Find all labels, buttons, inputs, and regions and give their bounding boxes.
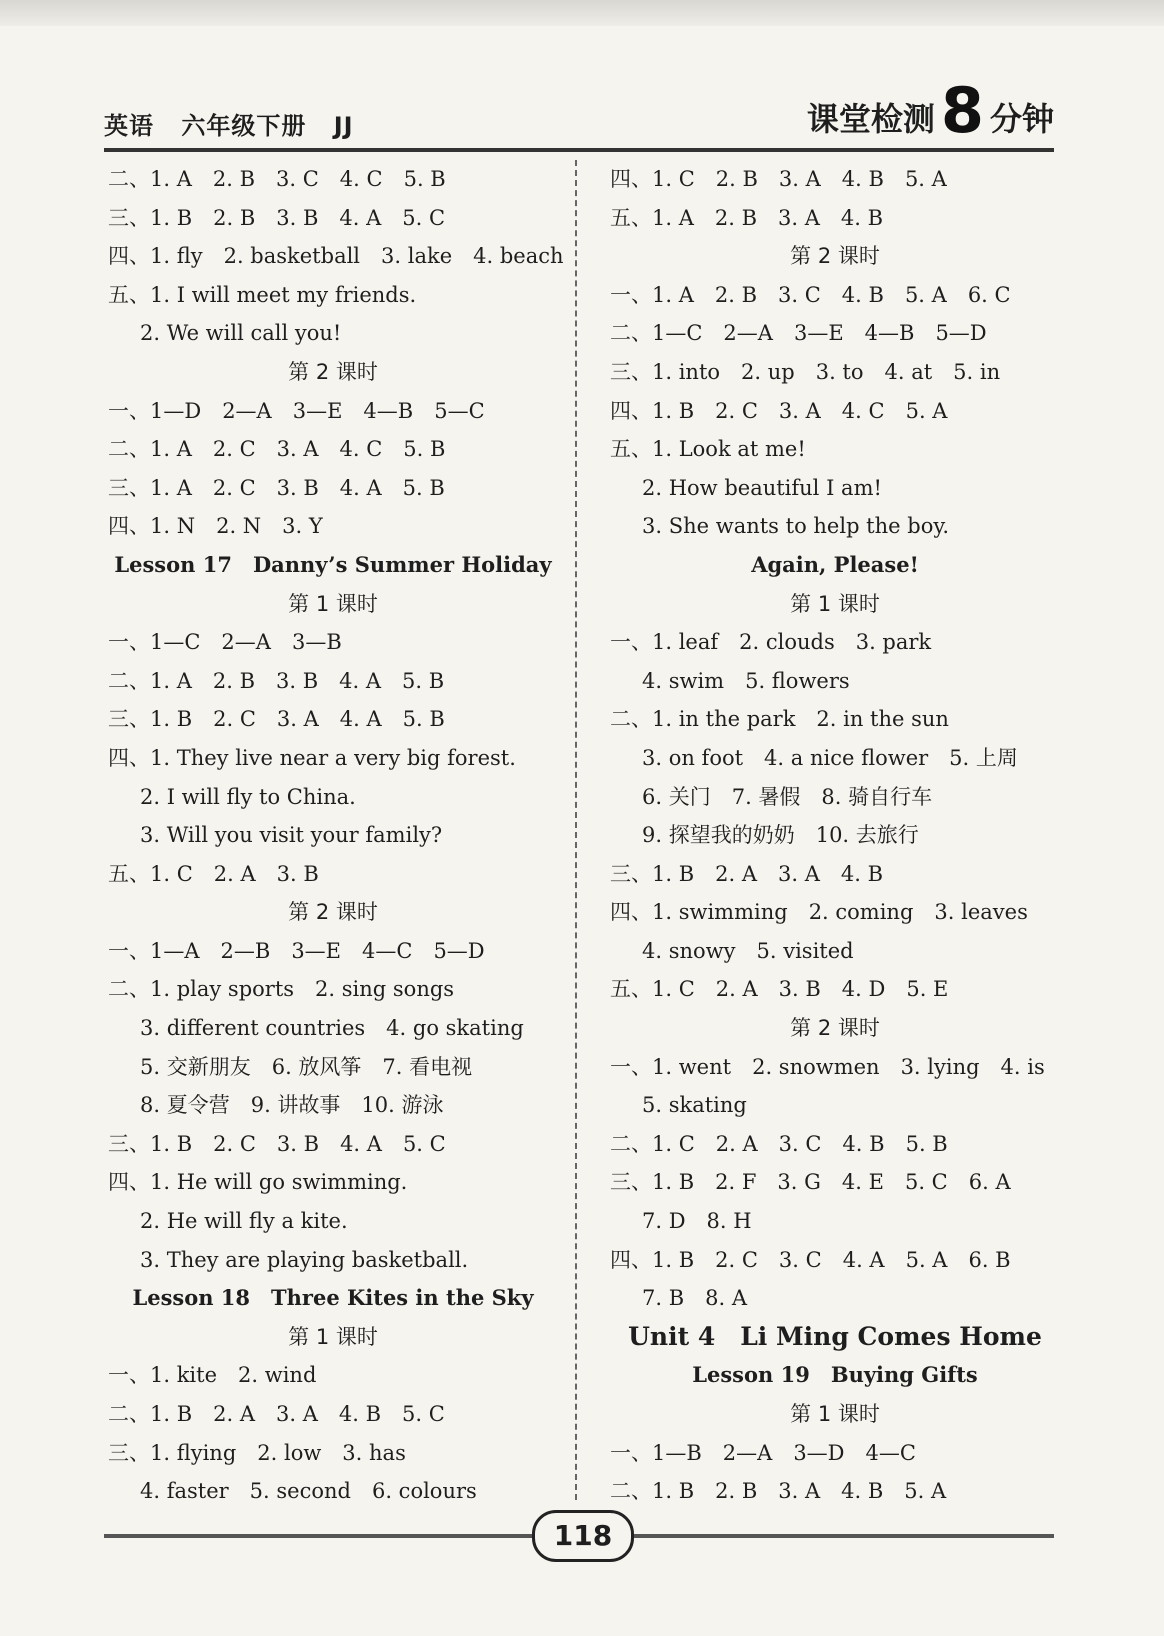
answer-line: 三、1. B 2. C 3. A 4. A 5. B — [108, 707, 445, 732]
answer-line: 三、1. B 2. F 3. G 4. E 5. C 6. A — [610, 1170, 1011, 1195]
answer-line: 一、1—A 2—B 3—E 4—C 5—D — [108, 938, 485, 963]
answer-line: Lesson 17 Danny’s Summer Holiday — [114, 551, 552, 577]
answer-line: 2. How beautiful I am! — [642, 475, 882, 500]
column-divider — [575, 160, 577, 1500]
answer-line: 2. He will fly a kite. — [140, 1209, 348, 1234]
answer-line: 三、1. A 2. C 3. B 4. A 5. B — [108, 475, 445, 500]
answer-line: 二、1. B 2. B 3. A 4. B 5. A — [610, 1479, 947, 1504]
answer-line: 3. Will you visit your family? — [140, 823, 443, 848]
brand-number: 8 — [940, 74, 984, 147]
answer-line: 一、1. went 2. snowmen 3. lying 4. is — [610, 1054, 1045, 1079]
answer-line: 二、1. A 2. B 3. B 4. A 5. B — [108, 668, 445, 693]
answer-line: 二、1. A 2. B 3. C 4. C 5. B — [108, 167, 446, 191]
answer-line: 四、1. He will go swimming. — [108, 1170, 408, 1195]
answer-line: 四、1. B 2. C 3. C 4. A 5. A 6. B — [610, 1247, 1011, 1272]
answer-line: 第 1 课时 — [790, 591, 880, 616]
answer-line: 第 2 课时 — [288, 359, 378, 384]
right-column — [610, 160, 1060, 1511]
answer-line: 三、1. B 2. C 3. B 4. A 5. C — [108, 1131, 446, 1156]
answer-line: 四、1. fly 2. basketball 3. lake 4. beach — [108, 244, 564, 269]
answer-line: 3. on foot 4. a nice flower 5. 上周 — [642, 745, 1018, 770]
answer-line: 7. B 8. A — [642, 1286, 748, 1311]
answer-line: 第 2 课时 — [790, 244, 880, 269]
answer-line: 5. skating — [642, 1093, 747, 1118]
brand-text-pre: 课堂检测 — [806, 100, 935, 138]
answer-line: 第 1 课时 — [790, 1402, 880, 1426]
answer-line: 四、1. N 2. N 3. Y — [108, 514, 323, 539]
answer-line: Lesson 19 Buying Gifts — [692, 1362, 978, 1388]
answer-line: 一、1. leaf 2. clouds 3. park — [610, 630, 932, 655]
answer-line: 五、1. Look at me! — [610, 437, 806, 462]
answer-line: 五、1. A 2. B 3. A 4. B — [610, 205, 884, 230]
answer-line: Lesson 18 Three Kites in the Sky — [132, 1285, 534, 1311]
subject-label: 英语 — [104, 112, 154, 140]
answer-line: 三、1. into 2. up 3. to 4. at 5. in — [610, 359, 1001, 384]
answer-line: 二、1. C 2. A 3. C 4. B 5. B — [610, 1131, 948, 1156]
scan-top-band — [0, 0, 1164, 26]
answer-line: 一、1—B 2—A 3—D 4—C — [610, 1440, 916, 1465]
left-column — [108, 160, 564, 1511]
answer-line: 三、1. B 2. B 3. B 4. A 5. C — [108, 205, 446, 230]
answer-line: 一、1. kite 2. wind — [108, 1363, 317, 1388]
grade-label: 六年级下册 — [181, 112, 307, 140]
answer-line: 3. She wants to help the boy. — [642, 514, 950, 539]
answer-line: 5. 交新朋友 6. 放风筝 7. 看电视 — [140, 1054, 473, 1079]
answer-line: 四、1. C 2. B 3. A 4. B 5. A — [610, 167, 947, 191]
answer-line: 二、1. A 2. C 3. A 4. C 5. B — [108, 437, 446, 462]
answer-line: 8. 夏令营 9. 讲故事 10. 游泳 — [140, 1093, 444, 1118]
answer-line: 第 2 课时 — [790, 1016, 880, 1041]
answer-line: 一、1—D 2—A 3—E 4—B 5—C — [108, 398, 485, 423]
answer-line: 第 1 课时 — [288, 591, 378, 616]
answer-line: 三、1. B 2. A 3. A 4. B — [610, 861, 884, 886]
edition-label: JJ — [333, 112, 354, 140]
answer-line: 3. different countries 4. go skating — [140, 1016, 524, 1041]
answer-line: Unit 4 Li Ming Comes Home — [628, 1321, 1042, 1351]
answer-line: 四、1. They live near a very big forest. — [108, 745, 516, 770]
answer-line: 9. 探望我的奶奶 10. 去旅行 — [642, 823, 919, 848]
answer-line: 3. They are playing basketball. — [140, 1247, 469, 1272]
answer-line: 二、1. play sports 2. sing songs — [108, 977, 455, 1002]
answer-line: 2. We will call you! — [140, 321, 342, 346]
page-header — [104, 74, 1054, 150]
answer-line: 五、1. C 2. A 3. B 4. D 5. E — [610, 977, 949, 1002]
answer-line: Again, Please! — [751, 551, 919, 577]
book-info — [104, 106, 372, 141]
page-number: 118 — [532, 1510, 634, 1562]
answer-line: 一、1—C 2—A 3—B — [108, 630, 342, 655]
header-rule — [104, 148, 1054, 152]
answer-line: 4. swim 5. flowers — [642, 668, 850, 693]
answer-line: 三、1. flying 2. low 3. has — [108, 1440, 406, 1465]
answer-line: 四、1. swimming 2. coming 3. leaves — [610, 900, 1028, 925]
answer-line: 二、1. B 2. A 3. A 4. B 5. C — [108, 1402, 445, 1426]
answer-line: 4. snowy 5. visited — [642, 938, 854, 963]
answer-line: 第 2 课时 — [288, 900, 378, 925]
answer-line: 第 1 课时 — [288, 1324, 378, 1349]
answer-line: 6. 关门 7. 暑假 8. 骑自行车 — [642, 784, 933, 809]
brand-logo — [806, 74, 1054, 147]
brand-text-post: 分钟 — [989, 100, 1054, 138]
answer-line: 五、1. I will meet my friends. — [108, 282, 417, 307]
answer-line: 7. D 8. H — [642, 1209, 752, 1234]
answer-line: 4. faster 5. second 6. colours — [140, 1479, 477, 1504]
answer-line: 五、1. C 2. A 3. B — [108, 861, 319, 886]
answer-line: 二、1. in the park 2. in the sun — [610, 707, 949, 732]
answer-line: 二、1—C 2—A 3—E 4—B 5—D — [610, 321, 987, 346]
answer-line: 四、1. B 2. C 3. A 4. C 5. A — [610, 398, 948, 423]
answer-line: 2. I will fly to China. — [140, 784, 356, 809]
answer-line: 一、1. A 2. B 3. C 4. B 5. A 6. C — [610, 282, 1011, 307]
